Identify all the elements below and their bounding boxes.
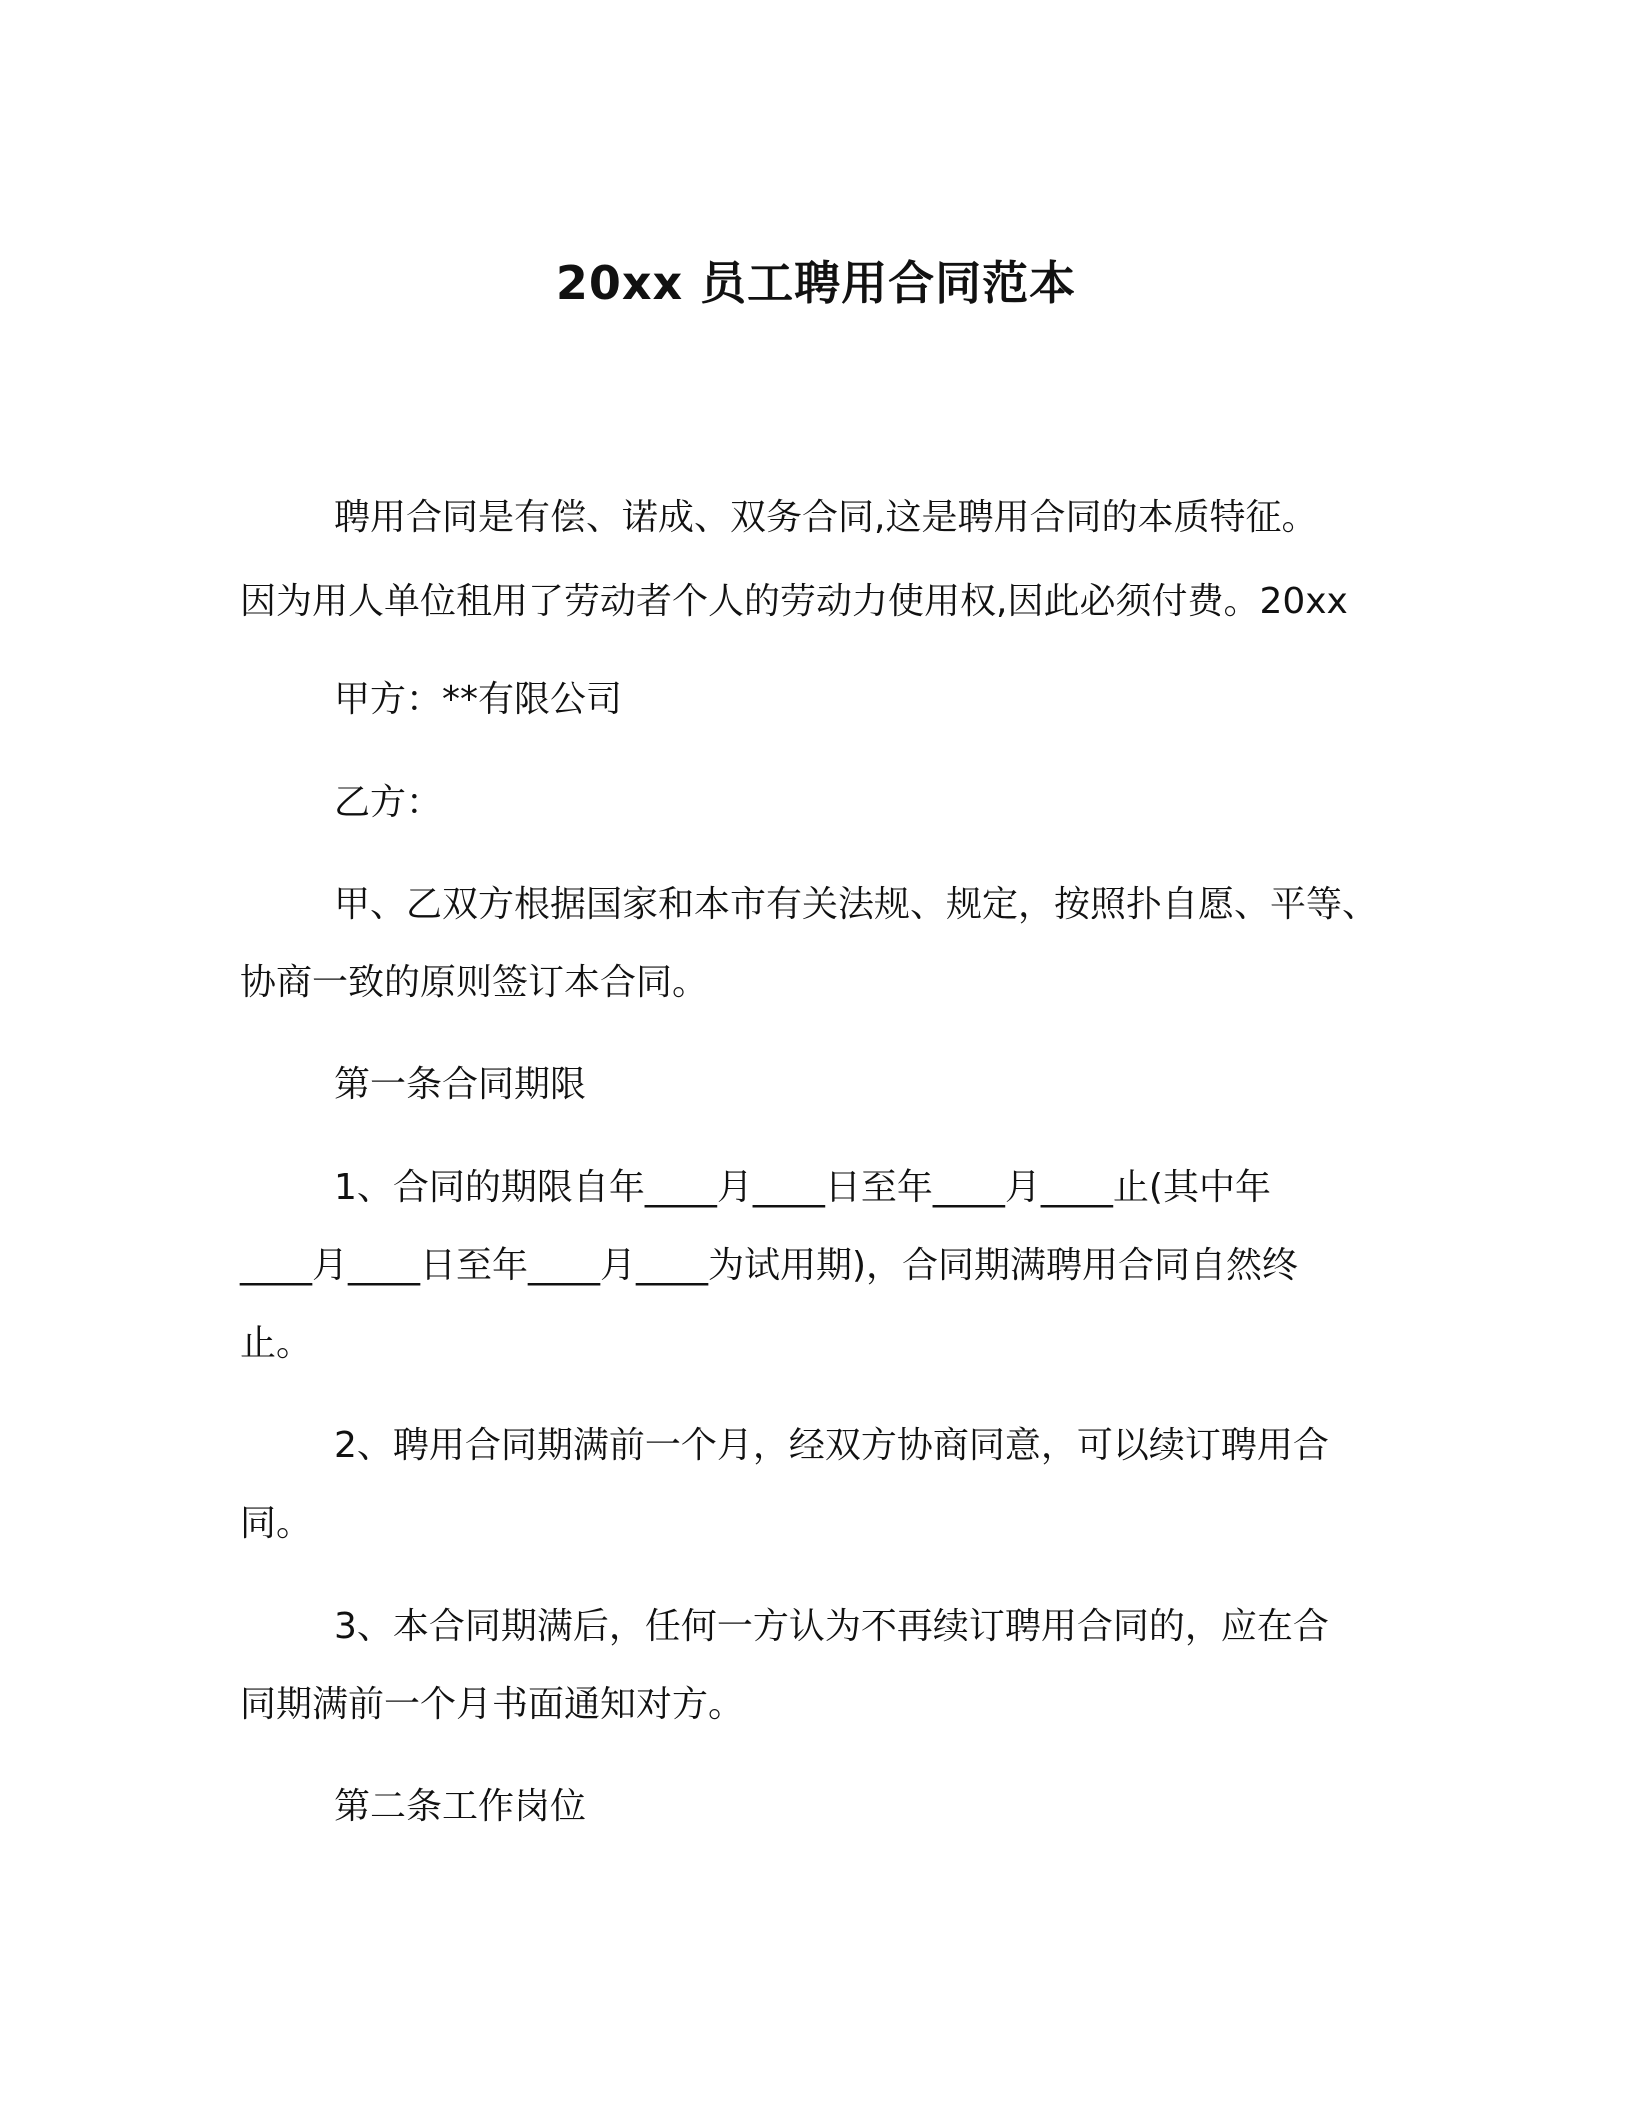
- clause-2-line-1: 2、聘用合同期满前一个月，经双方协商同意，可以续订聘用合: [334, 1425, 1329, 1466]
- clause-3-line-1: 3、本合同期满后，任何一方认为不再续订聘用合同的，应在合: [334, 1606, 1329, 1647]
- article-two-heading: 第二条工作岗位: [334, 1786, 587, 1827]
- paragraph-basis-line-2: 协商一致的原则签订本合同。: [240, 962, 709, 1003]
- clause-2-line-2: 同。: [240, 1503, 313, 1544]
- party-b-line: 乙方：: [334, 782, 443, 823]
- paragraph-basis-line-1: 甲、乙双方根据国家和本市有关法规、规定，按照扑自愿、平等、: [334, 884, 1379, 925]
- clause-1-line-1: 1、合同的期限自年____月____日至年____月____止(其中年: [334, 1167, 1271, 1208]
- clause-1-line-3: 止。: [240, 1323, 313, 1364]
- clause-3-line-2: 同期满前一个月书面通知对方。: [240, 1684, 745, 1725]
- clause-1-line-2: ____月____日至年____月____为试用期)，合同期满聘用合同自然终: [240, 1245, 1299, 1286]
- paragraph-intro-line-1: 聘用合同是有偿、诺成、双务合同,这是聘用合同的本质特征。: [334, 497, 1318, 538]
- document-title: 20xx 员工聘用合同范本: [555, 255, 1077, 310]
- article-one-heading: 第一条合同期限: [334, 1064, 587, 1105]
- party-a-line: 甲方：**有限公司: [334, 679, 623, 720]
- paragraph-intro-line-2: 因为用人单位租用了劳动者个人的劳动力使用权,因此必须付费。20xx: [240, 581, 1348, 622]
